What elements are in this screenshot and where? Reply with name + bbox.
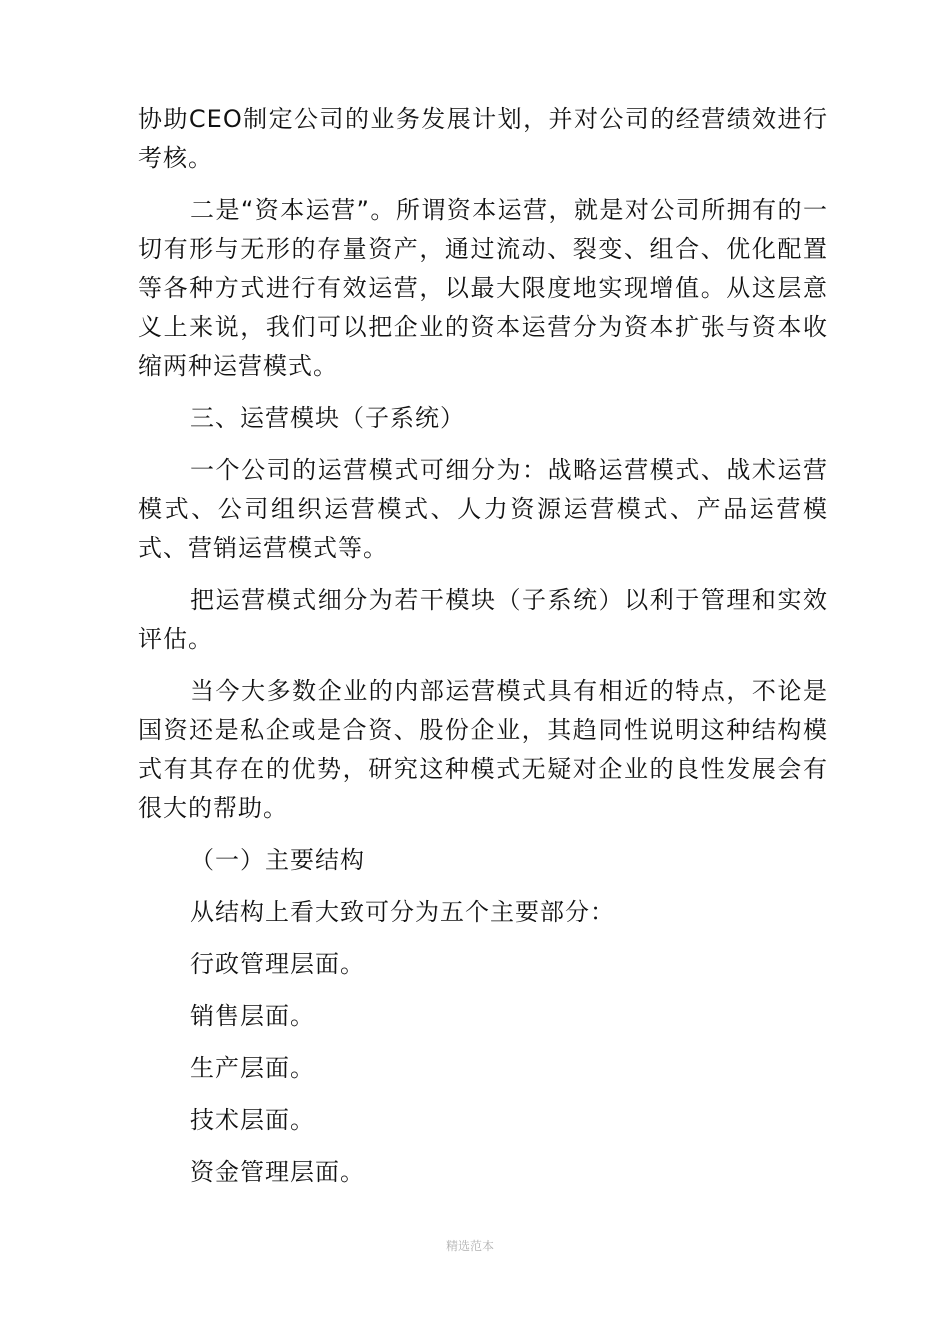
subsection-heading-structure: （一）主要结构: [190, 846, 365, 874]
paragraph-subsystems: 把运营模式细分为若干模块（子系统）以利于管理和实效评估。: [138, 586, 828, 653]
page-footer: 精选范本: [446, 1239, 495, 1253]
list-item: 技术层面。: [190, 1106, 315, 1134]
paragraph-five-parts: 从结构上看大致可分为五个主要部分：: [190, 898, 615, 926]
paragraph-continuation: 协助CEO制定公司的业务发展计划，并对公司的经营绩效进行考核。: [138, 105, 828, 172]
paragraph-common-features: 当今大多数企业的内部运营模式具有相近的特点，不论是国资还是私企或是合资、股份企业，其趋同性说明这种结构模式有其存在的优势，研究这种模式无疑对企业的良性发展会有很大的帮助。: [138, 677, 828, 822]
section-heading-modules: 三、运营模块（子系统）: [190, 404, 465, 432]
paragraph-capital-operation: 二是“资本运营”。所谓资本运营，就是对公司所拥有的一切有形与无形的存量资产，通过流动、裂变、组合、优化配置等各种方式进行有效运营，以最大限度地实现增值。从这层意义上来说，我们可以把企业的资本运营分为资本扩张与资本收缩两种运营模式。: [138, 196, 828, 380]
list-item: 生产层面。: [190, 1054, 315, 1082]
paragraph-operation-modes: 一个公司的运营模式可细分为：战略运营模式、战术运营模式、公司组织运营模式、人力资源运营模式、产品运营模式、营销运营模式等。: [138, 456, 828, 562]
list-item: 资金管理层面。: [190, 1158, 365, 1186]
list-item: 销售层面。: [190, 1002, 315, 1030]
document-body: [138, 100, 828, 1192]
list-item: 行政管理层面。: [190, 950, 365, 978]
